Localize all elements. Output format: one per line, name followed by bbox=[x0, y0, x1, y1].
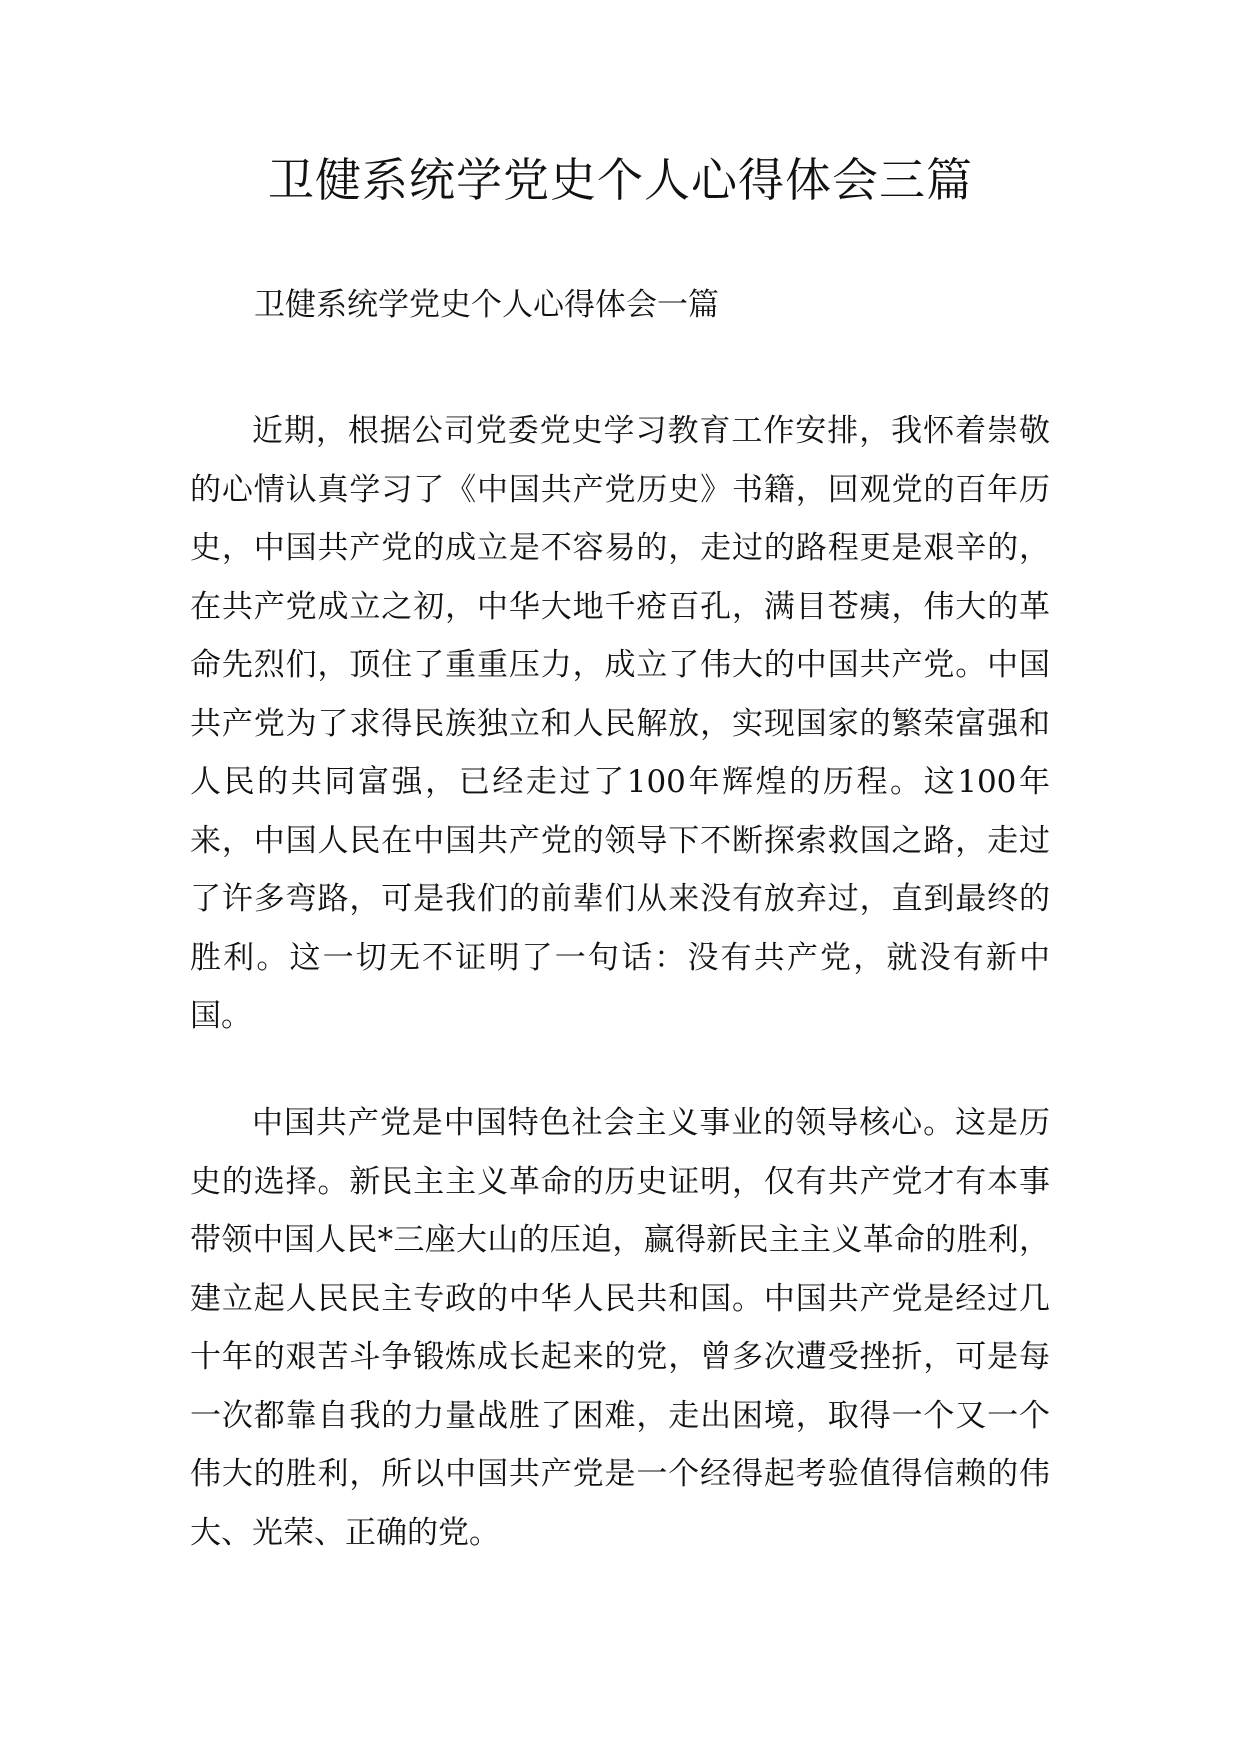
document-title: 卫健系统学党史个人心得体会三篇 bbox=[268, 153, 973, 207]
paragraph-1: 近期，根据公司党委党史学习教育工作安排，我怀着崇敬的心情认真学习了《中国共产党历史》书籍，回观党的百年历史，中国共产党的成立是不容易的，走过的路程更是艰辛的，在共产党成立之初，中华大地千疮百孔，满目苍痍，伟大的革命先烈们，顶住了重重压力，成立了伟大的中国共产党。中国共产党为了求得民族独立和人民解放，实现国家的繁荣富强和人民的共同富强，已经走过了100年辉煌的历程。这100年来，中国人民在中国共产党的领导下不断探索救国之路，走过了许多弯路，可是我们的前辈们从来没有放弃过，直到最终的胜利。这一切无不证明了一句话：没有共产党，就没有新中国。 bbox=[190, 413, 1050, 1034]
paragraph-2: 中国共产党是中国特色社会主义事业的领导核心。这是历史的选择。新民主主义革命的历史证明，仅有共产党才有本事带领中国人民*三座大山的压迫，赢得新民主主义革命的胜利，建立起人民民主专政的中华人民共和国。中国共产党是经过几十年的艰苦斗争锻炼成长起来的党，曾多次遭受挫折，可是每一次都靠自我的力量战胜了困难，走出困境，取得一个又一个伟大的胜利，所以中国共产党是一个经得起考验值得信赖的伟大、光荣、正确的党。 bbox=[190, 1105, 1050, 1551]
section-heading: 卫健系统学党史个人心得体会一篇 bbox=[254, 287, 719, 323]
